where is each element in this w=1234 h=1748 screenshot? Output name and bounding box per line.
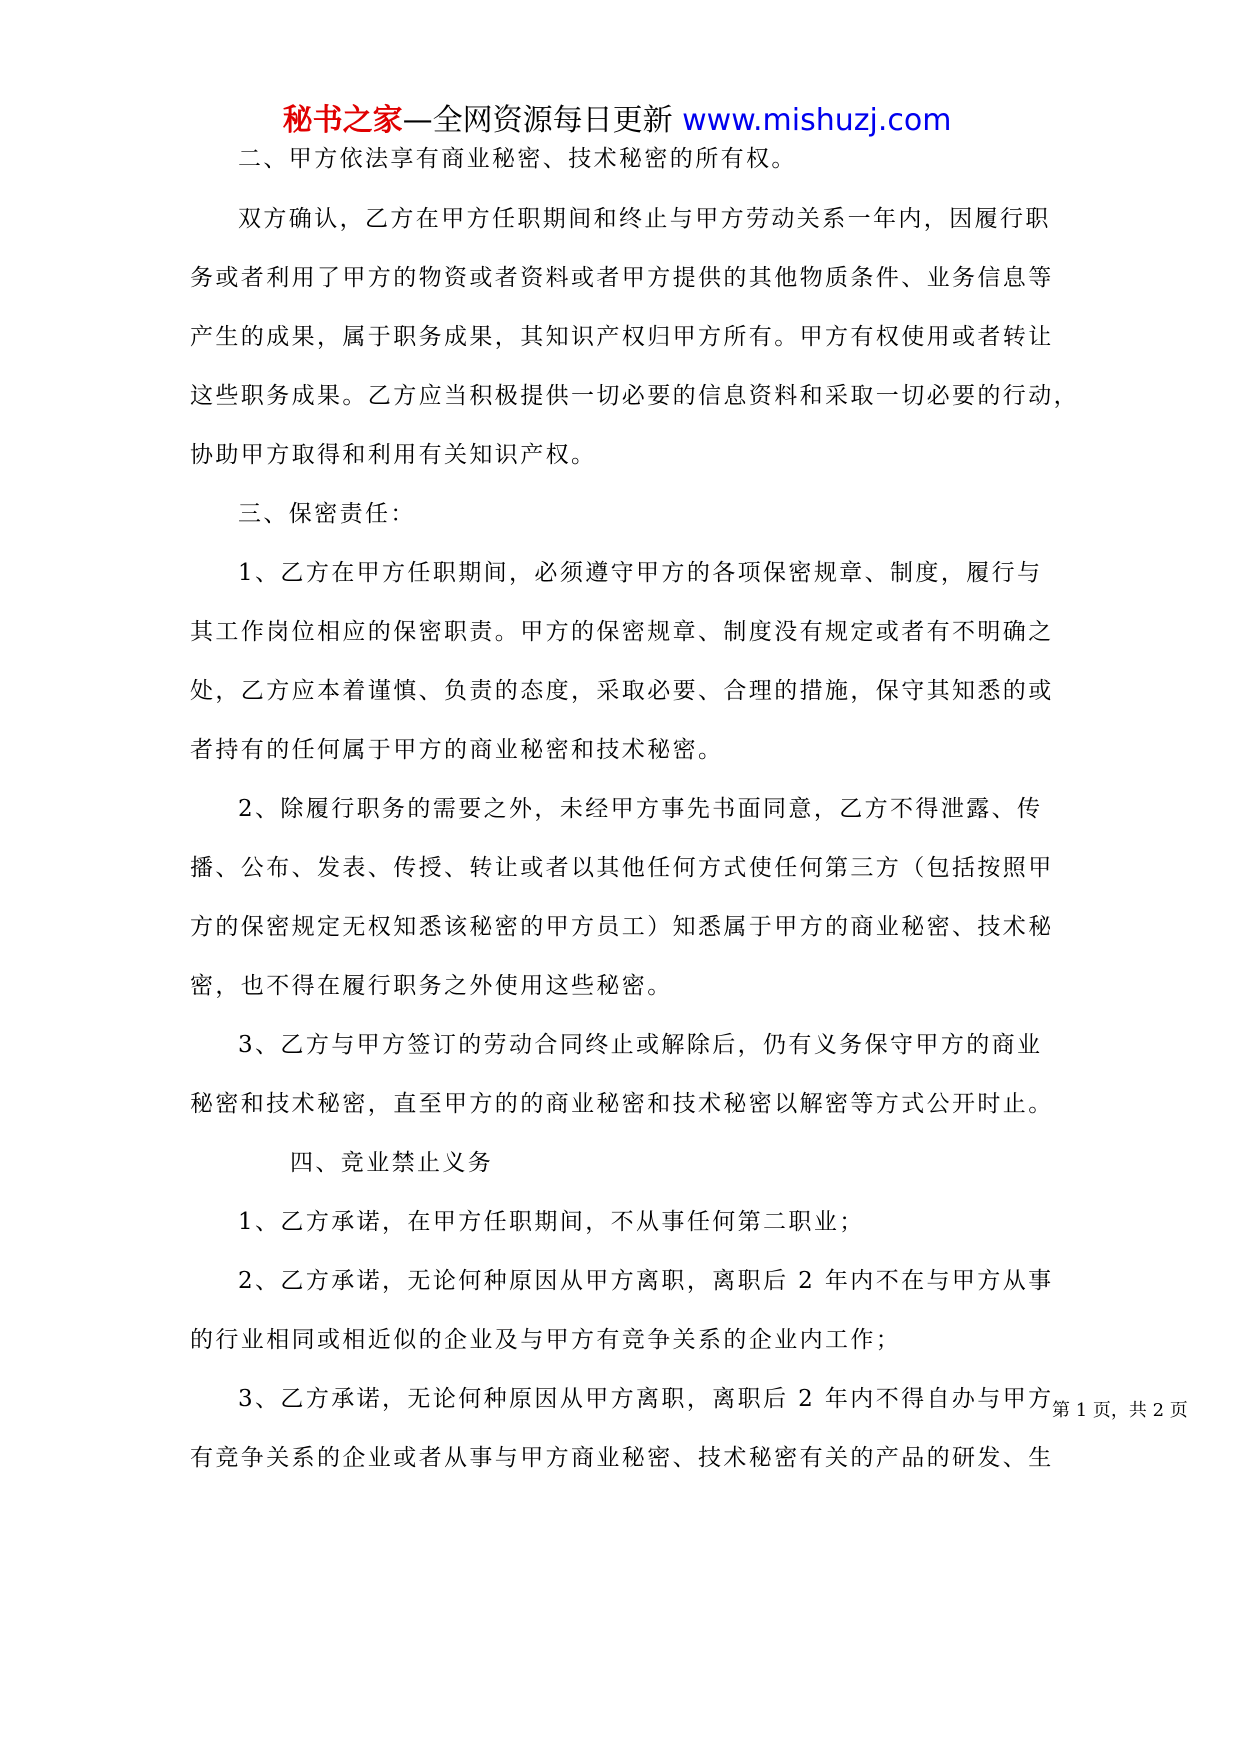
paragraph-line: 有竞争关系的企业或者从事与甲方商业秘密、技术秘密有关的产品的研发、生: [190, 1445, 1054, 1471]
paragraph-line: 3、乙方与甲方签订的劳动合同终止或解除后，仍有义务保守甲方的商业: [238, 1032, 1043, 1058]
section-heading-non-compete: 四、竞业禁止义务: [290, 1150, 494, 1176]
paragraph-line: 处，乙方应本着谨慎、负责的态度，采取必要、合理的措施，保守其知悉的或: [190, 678, 1054, 704]
paragraph-line: 其工作岗位相应的保密职责。甲方的保密规章、制度没有规定或者有不明确之: [190, 619, 1054, 645]
paragraph-line: 3、乙方承诺，无论何种原因从甲方离职，离职后 2 年内不得自办与甲方: [238, 1386, 1054, 1412]
paragraph-line: 的行业相同或相近似的企业及与甲方有竞争关系的企业内工作；: [190, 1327, 902, 1353]
paragraph-line: 双方确认，乙方在甲方任职期间和终止与甲方劳动关系一年内，因履行职: [238, 206, 1051, 232]
header-url[interactable]: www.mishuzj.com: [682, 103, 952, 138]
paragraph-line: 1、乙方在甲方任职期间，必须遵守甲方的各项保密规章、制度，履行与: [238, 560, 1043, 586]
paragraph-line: 2、除履行职务的需要之外，未经甲方事先书面同意，乙方不得泄露、传: [238, 796, 1043, 822]
paragraph-line: 秘密和技术秘密，直至甲方的的商业秘密和技术秘密以解密等方式公开时止。: [190, 1091, 1054, 1117]
page-number: 第 1 页，共 2 页: [1052, 1400, 1188, 1421]
paragraph-line: 2、乙方承诺，无论何种原因从甲方离职，离职后 2 年内不在与甲方从事: [238, 1268, 1054, 1294]
paragraph-line: 这些职务成果。乙方应当积极提供一切必要的信息资料和采取一切必要的行动，: [190, 383, 1079, 409]
section-heading-confidentiality: 三、保密责任：: [238, 501, 416, 527]
paragraph-line: 播、公布、发表、传授、转让或者以其他任何方式使任何第三方（包括按照甲: [190, 855, 1054, 881]
watermark-header: [0, 101, 1234, 141]
paragraph-line: 务或者利用了甲方的物资或者资料或者甲方提供的其他物质条件、业务信息等: [190, 265, 1054, 291]
paragraph-line: 产生的成果，属于职务成果，其知识产权归甲方所有。甲方有权使用或者转让: [190, 324, 1054, 350]
header-brand: 秘书之家: [282, 103, 403, 138]
header-tagline: —全网资源每日更新: [402, 103, 683, 138]
paragraph-line: 者持有的任何属于甲方的商业秘密和技术秘密。: [190, 737, 724, 763]
paragraph-line: 协助甲方取得和利用有关知识产权。: [190, 442, 597, 468]
paragraph-line: 方的保密规定无权知悉该秘密的甲方员工）知悉属于甲方的商业秘密、技术秘: [190, 914, 1054, 940]
paragraph-line: 1、乙方承诺，在甲方任职期间，不从事任何第二职业；: [238, 1209, 865, 1235]
paragraph-line: 密，也不得在履行职务之外使用这些秘密。: [190, 973, 673, 999]
section-heading-ownership: 二、甲方依法享有商业秘密、技术秘密的所有权。: [238, 146, 797, 172]
